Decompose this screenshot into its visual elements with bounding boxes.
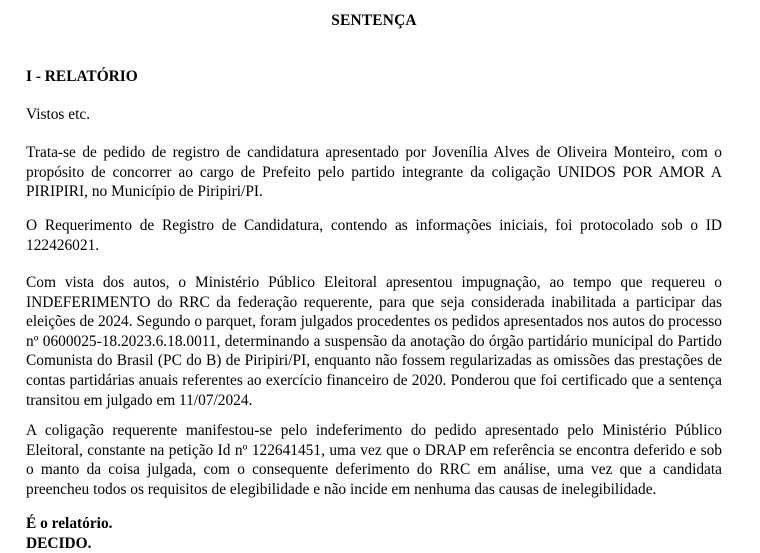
- document-title: SENTENÇA: [331, 12, 417, 29]
- section-heading-relatorio: I - RELATÓRIO: [26, 68, 138, 85]
- closing-decido: DECIDO.: [26, 534, 92, 552]
- closing-block: [26, 514, 112, 553]
- closing-relatorio: É o relatório.: [26, 515, 113, 532]
- paragraph-ministerio-publico: Com vista dos autos, o Ministério Público Eleitoral apresentou impugnação, ao tempo que requereu o INDEFERIMENTO do RRC da federação requerente, para que seja considerada inabilitada a participar das eleições de 2024. Segundo o parquet, foram julgados procedentes os pedidos apresentados nos autos do processo nº 0600025-18.2023.6.18.0011, determinando a suspensão da anotação do órgão partidário municipal do Partido Comunista do Brasil (PC do B) de Piripiri/PI, enquanto não fossem regularizadas as omissões das prestações de contas partidárias anuais referentes ao exercício financeiro de 2020. Ponderou que foi certificado que a sentença transitou em julgado em 11/07/2024.: [26, 274, 722, 409]
- paragraph-requerimento: O Requerimento de Registro de Candidatura, contendo as informações iniciais, foi protocolado sob o ID 122426021.: [26, 217, 722, 254]
- paragraph-pedido: Trata-se de pedido de registro de candidatura apresentado por Jovenília Alves de Oliveira Monteiro, com o propósito de concorrer ao cargo de Prefeito pelo partido integrante da coligação UNIDOS POR AMOR A PIRIPIRI, no Município de Piripiri/PI.: [26, 144, 722, 201]
- paragraph-vistos: Vistos etc.: [26, 106, 91, 123]
- paragraph-coligacao: A coligação requerente manifestou-se pelo indeferimento do pedido apresentado pelo Ministério Público Eleitoral, constante na petição Id nº 122641451, uma vez que o DRAP em referência se encontra deferido e sob o manto da coisa julgada, com o consequente deferimento do RRC em análise, uma vez que a candidata preencheu todos os requisitos de elegibilidade e não incide em nenhuma das causas de inelegibilidade.: [26, 422, 722, 498]
